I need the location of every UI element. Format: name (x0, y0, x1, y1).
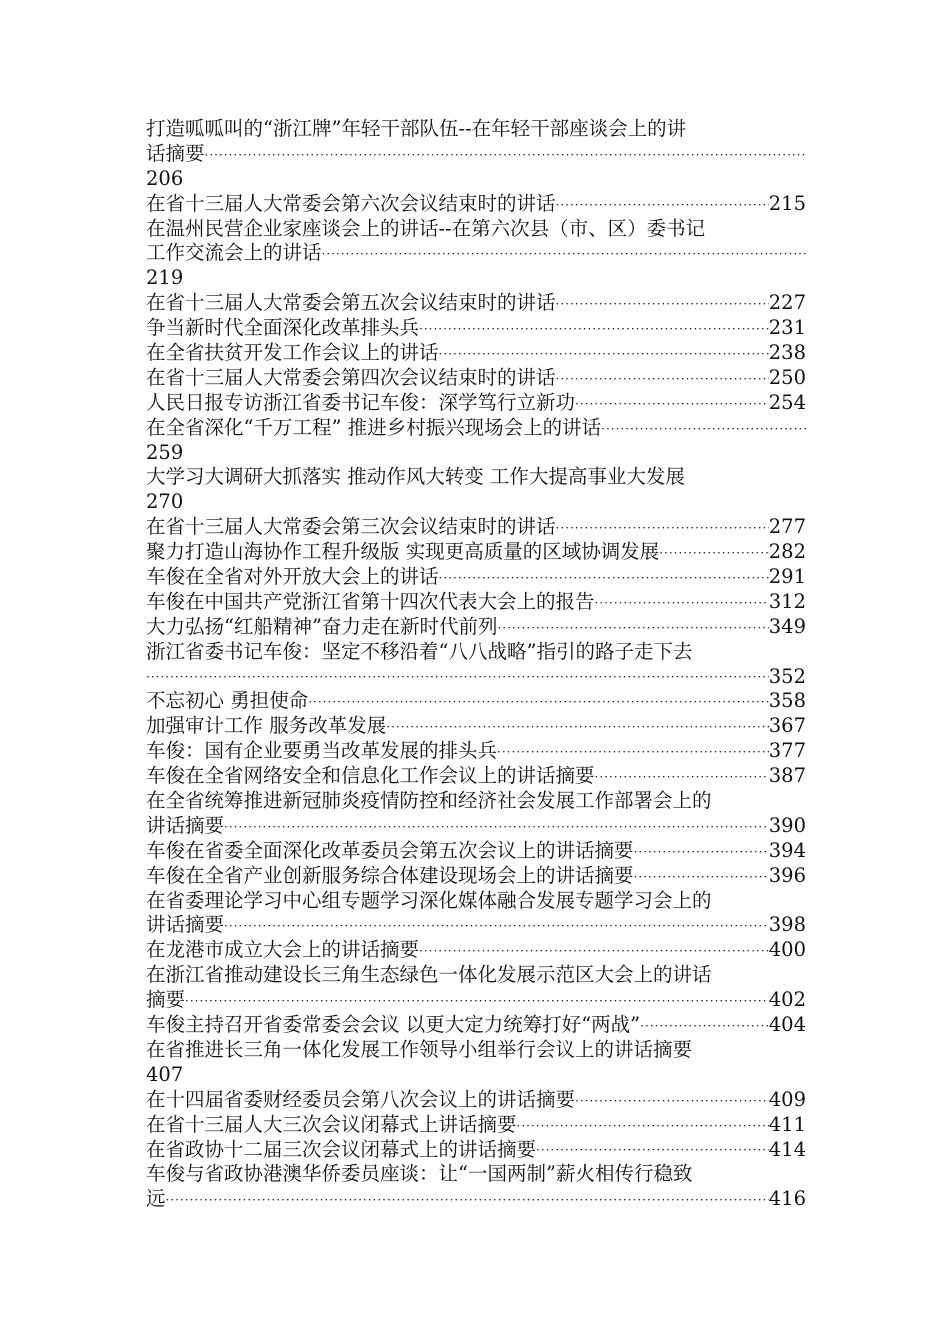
dot-leader (556, 367, 769, 391)
toc-entry-title: 在浙江省推动建设长三角生态绿色一体化发展示范区大会上的讲话 (146, 963, 712, 987)
toc-entry-line (146, 963, 806, 988)
toc-page-number: 358 (768, 689, 806, 713)
dot-leader (556, 193, 769, 217)
toc-entry-title-continued: 话摘要 (146, 141, 205, 165)
toc-entry-line (146, 366, 806, 391)
toc-entry-line (146, 167, 806, 192)
toc-entry-line (146, 565, 806, 590)
toc-entry-line (146, 640, 806, 665)
toc-page-number: 282 (768, 540, 806, 564)
toc-page-number: 206 (146, 166, 184, 190)
dot-leader (634, 840, 769, 864)
toc-page-number: 277 (768, 515, 806, 539)
toc-entry-line (146, 291, 806, 316)
toc-entry-title: 在全省深化“千万工程” 推进乡村振兴现场会上的讲话 (146, 415, 602, 439)
toc-entry-line (146, 839, 806, 864)
toc-entry-title: 不忘初心 勇担使命 (146, 689, 309, 713)
toc-entry-title: 在十四届省委财经委员会第八次会议上的讲话摘要 (146, 1087, 576, 1111)
dot-leader (517, 1114, 769, 1138)
toc-entry-title-continued: 工作交流会上的讲话 (146, 241, 322, 265)
toc-entry-title: 争当新时代全面深化改革排头兵 (146, 316, 420, 340)
toc-entry-title: 在省十三届人大常委会第五次会议结束时的讲话 (146, 291, 556, 315)
dot-leader (439, 566, 769, 590)
toc-entry-title: 在省委理论学习中心组专题学习深化媒体融合发展专题学习会上的 (146, 888, 712, 912)
toc-entry-line (146, 441, 806, 466)
toc-entry-title: 车俊在全省网络安全和信息化工作会议上的讲话摘要 (146, 764, 595, 788)
toc-entry-line (146, 988, 806, 1013)
dot-leader (146, 665, 769, 689)
toc-entry-line (146, 266, 806, 291)
toc-entry-line (146, 665, 806, 690)
toc-entry-title: 在温州民营企业家座谈会上的讲话--在第六次县（市、区）委书记 (146, 216, 706, 240)
toc-page-number: 367 (768, 714, 806, 738)
toc-page-number: 219 (146, 266, 184, 290)
dot-leader (185, 989, 769, 1013)
toc-entry-line (146, 490, 806, 515)
toc-entry-line (146, 764, 806, 789)
dot-leader (224, 914, 769, 938)
toc-page-number: 407 (146, 1062, 184, 1086)
toc-entry-line (146, 217, 806, 242)
toc-entry-line (146, 1063, 806, 1088)
toc-page-number: 250 (768, 365, 806, 389)
toc-page-number: 349 (768, 614, 806, 638)
toc-entry-title: 在龙港市成立大会上的讲话摘要 (146, 938, 420, 962)
toc-entry-title: 大力弘扬“红船精神”奋力走在新时代前列 (146, 614, 498, 638)
toc-entry-line (146, 814, 806, 839)
toc-entry-title: 在省十三届人大常委会第三次会议结束时的讲话 (146, 515, 556, 539)
toc-entry-title: 人民日报专访浙江省委书记车俊：深学笃行立新功 (146, 390, 576, 414)
toc-entry-title-continued: 摘要 (146, 988, 186, 1012)
toc-page-number: 400 (768, 938, 806, 962)
toc-entry-line (146, 465, 806, 490)
toc-page-number: 387 (768, 764, 806, 788)
toc-entry-line (146, 1162, 806, 1187)
toc-entry-line (146, 391, 806, 416)
dot-leader (205, 143, 806, 167)
toc-page-number: 396 (768, 863, 806, 887)
toc-entry-title: 车俊在省委全面深化改革委员会第五次会议上的讲话摘要 (146, 838, 634, 862)
dot-leader (634, 865, 769, 889)
toc-entry-line (146, 241, 806, 266)
toc-entry-line (146, 864, 806, 889)
toc-page-number: 409 (768, 1087, 806, 1111)
toc-entry-title: 车俊：国有企业要勇当改革发展的排头兵 (146, 739, 498, 763)
dot-leader (419, 317, 769, 341)
toc-entry-title: 在省政协十二届三次会议闭幕式上的讲话摘要 (146, 1137, 537, 1161)
table-of-contents (146, 117, 806, 1212)
toc-entry-title: 浙江省委书记车俊：坚定不移沿着“八八战略”指引的路子走下去 (146, 639, 693, 663)
toc-entry-title: 车俊在全省对外开放大会上的讲话 (146, 565, 439, 589)
toc-page-number: 259 (146, 440, 184, 464)
dot-leader (595, 765, 769, 789)
toc-entry-title: 车俊与省政协港澳华侨委员座谈：让“一国两制”薪火相传行稳致 (146, 1162, 693, 1186)
dot-leader (575, 392, 769, 416)
toc-entry-line (146, 316, 806, 341)
toc-page-number: 291 (768, 565, 806, 589)
toc-entry-line (146, 739, 806, 764)
dot-leader (595, 591, 769, 615)
toc-page-number: 377 (768, 739, 806, 763)
toc-page-number: 411 (768, 1112, 806, 1136)
toc-entry-line (146, 1187, 806, 1212)
toc-entry-title: 加强审计工作 服务改革发展 (146, 714, 387, 738)
toc-page-number: 416 (768, 1187, 806, 1211)
toc-entry-line (146, 341, 806, 366)
toc-entry-line (146, 142, 806, 167)
toc-entry-line (146, 1038, 806, 1063)
toc-entry-line (146, 416, 806, 441)
toc-page-number: 231 (768, 316, 806, 340)
toc-entry-title-continued: 讲话摘要 (146, 913, 225, 937)
dot-leader (575, 1089, 769, 1113)
toc-entry-line (146, 938, 806, 963)
toc-entry-line (146, 1113, 806, 1138)
toc-entry-line (146, 914, 806, 939)
toc-entry-line (146, 515, 806, 540)
toc-entry-title-continued: 讲话摘要 (146, 813, 225, 837)
toc-entry-title: 在省十三届人大常委会第六次会议结束时的讲话 (146, 191, 556, 215)
toc-entry-title: 车俊在中国共产党浙江省第十四次代表大会上的报告 (146, 589, 595, 613)
dot-leader (419, 939, 769, 963)
toc-page-number: 404 (768, 1013, 806, 1037)
toc-page-number: 414 (768, 1137, 806, 1161)
toc-entry-line (146, 590, 806, 615)
dot-leader (224, 815, 769, 839)
toc-entry-line (146, 192, 806, 217)
dot-leader (322, 242, 806, 266)
toc-entry-line (146, 1138, 806, 1163)
toc-page-number: 394 (768, 838, 806, 862)
toc-entry-title: 在省推进长三角一体化发展工作领导小组举行会议上的讲话摘要 (146, 1037, 693, 1061)
toc-entry-title: 大学习大调研大抓落实 推动作风大转变 工作大提高事业大发展 (146, 465, 685, 489)
dot-leader (308, 690, 769, 714)
dot-leader (497, 616, 768, 640)
toc-entry-line (146, 889, 806, 914)
toc-entry-line (146, 117, 806, 142)
toc-entry-title: 聚力打造山海协作工程升级版 实现更高质量的区域协调发展 (146, 540, 660, 564)
toc-page-number: 390 (768, 813, 806, 837)
toc-entry-line (146, 1013, 806, 1038)
dot-leader (556, 516, 769, 540)
toc-page-number: 402 (768, 988, 806, 1012)
toc-entry-title: 在省十三届人大常委会第四次会议结束时的讲话 (146, 365, 556, 389)
dot-leader (166, 1188, 769, 1212)
toc-entry-line (146, 789, 806, 814)
toc-page-number: 215 (768, 191, 806, 215)
dot-leader (601, 417, 806, 441)
dot-leader (640, 1014, 769, 1038)
toc-page-number: 270 (146, 490, 184, 514)
dot-leader (536, 1138, 769, 1162)
toc-page-number: 238 (768, 341, 806, 364)
dot-leader (556, 292, 769, 316)
toc-entry-title: 在省十三届人大三次会议闭幕式上讲话摘要 (146, 1112, 517, 1136)
toc-entry-line (146, 689, 806, 714)
toc-entry-title: 打造呱呱叫的“浙江牌”年轻干部队伍--在年轻干部座谈会上的讲 (146, 117, 687, 140)
toc-entry-title: 车俊主持召开省委常委会会议 以更大定力统筹打好“两战” (146, 1013, 641, 1037)
toc-entry-title: 在全省统筹推进新冠肺炎疫情防控和经济社会发展工作部署会上的 (146, 789, 712, 813)
toc-entry-title: 车俊在全省产业创新服务综合体建设现场会上的讲话摘要 (146, 863, 634, 887)
toc-entry-line (146, 540, 806, 565)
dot-leader (386, 715, 769, 739)
toc-entry-line (146, 615, 806, 640)
toc-entry-title-continued: 远 (146, 1187, 166, 1211)
toc-page-number: 398 (768, 913, 806, 937)
toc-entry-line (146, 714, 806, 739)
toc-entry-title: 在全省扶贫开发工作会议上的讲话 (146, 341, 439, 364)
toc-page-number: 227 (768, 291, 806, 315)
dot-leader (497, 740, 769, 764)
toc-page-number: 312 (768, 589, 806, 613)
dot-leader (659, 541, 769, 565)
dot-leader (439, 342, 769, 366)
toc-page-number: 352 (768, 664, 806, 688)
toc-page-number: 254 (768, 390, 806, 414)
toc-entry-line (146, 1088, 806, 1113)
